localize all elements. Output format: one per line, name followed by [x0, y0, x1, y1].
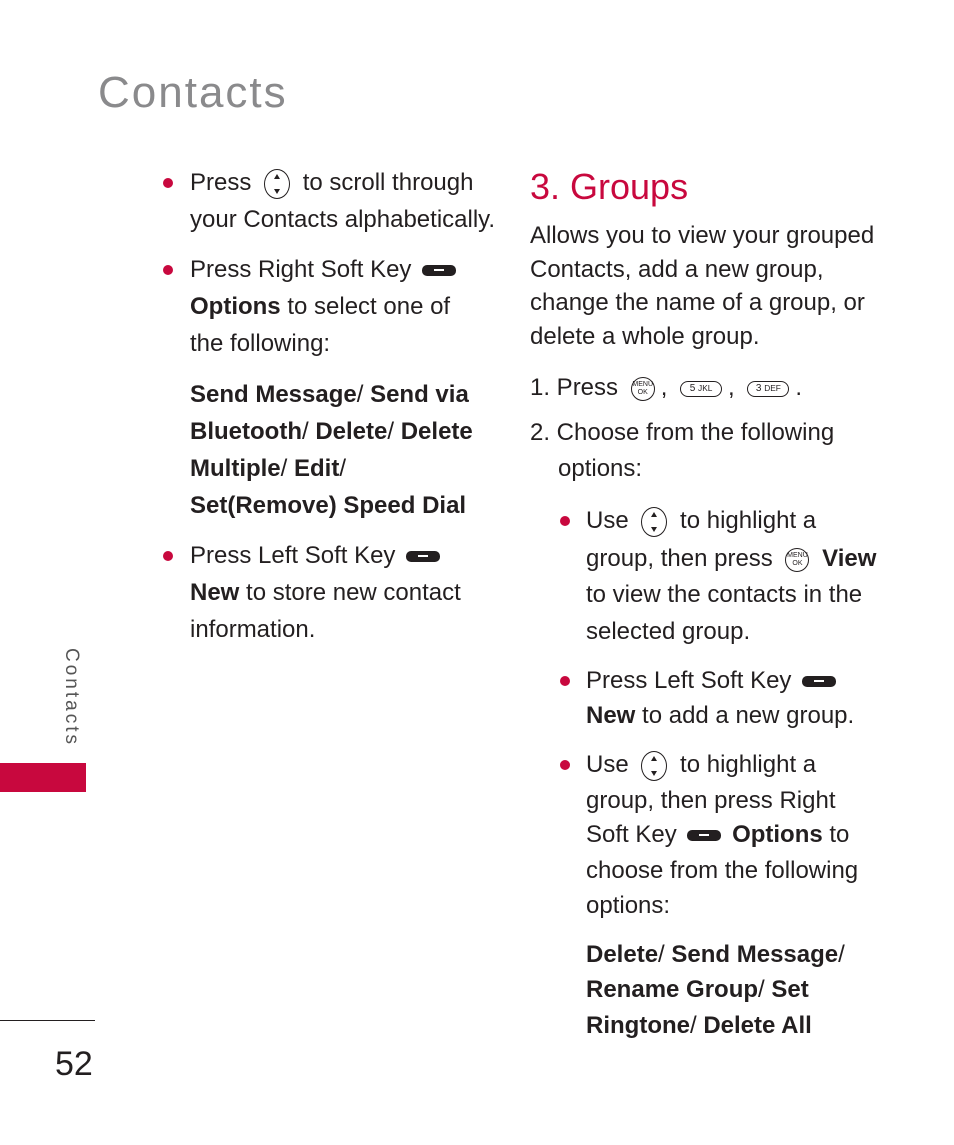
key-3-icon: 3 DEF	[747, 381, 789, 397]
option: Send Message	[190, 381, 357, 408]
separator: /	[339, 455, 346, 482]
navigation-key-icon	[641, 507, 667, 537]
option: Set	[771, 976, 809, 1003]
text: to add a new group.	[642, 702, 855, 729]
option: Delete All	[703, 1012, 812, 1039]
text: to highlight a	[680, 507, 817, 534]
text: Press	[190, 169, 252, 196]
sub-1-line-1	[586, 506, 816, 537]
key-5-icon: 5 JKL	[680, 381, 722, 397]
text: .	[795, 374, 803, 401]
sub-1-line-2	[586, 544, 876, 574]
options-line-2	[190, 417, 473, 447]
sub-1-line-3: to view the contacts in the	[586, 581, 863, 608]
new-label: New	[190, 579, 240, 606]
left-soft-key-icon	[406, 551, 440, 562]
right-soft-key-icon	[687, 830, 721, 841]
separator: /	[758, 976, 772, 1003]
intro-line-3: change the name of a group, or	[530, 289, 865, 316]
text: Use	[586, 751, 629, 778]
sub-2-line-1	[586, 666, 840, 696]
bullet-1-line-2: your Contacts alphabetically.	[190, 206, 496, 233]
bullet-3-line-1	[190, 541, 444, 571]
option: Bluetooth	[190, 418, 302, 445]
step-2-line-2: options:	[558, 455, 643, 482]
sub-3-line-2: group, then press Right	[586, 787, 836, 814]
text: 1. Press	[530, 374, 619, 401]
group-options-line-3	[586, 1011, 812, 1041]
navigation-key-icon	[264, 169, 290, 199]
separator: /	[387, 418, 401, 445]
text: ,	[660, 374, 668, 401]
step-2-line-1: 2. Choose from the following	[530, 419, 835, 446]
bullet-2-line-3: the following:	[190, 330, 331, 357]
bullet-1-line-1	[190, 168, 473, 199]
group-options-line-2	[586, 975, 809, 1005]
group-options-line-1	[586, 940, 845, 970]
options-line-1	[190, 380, 469, 410]
separator: /	[689, 1012, 704, 1039]
text: to highlight a	[680, 751, 817, 778]
option: Edit	[294, 455, 340, 482]
intro-line-2: Contacts, add a new group,	[530, 256, 824, 283]
text: Press Left Soft Key	[190, 542, 396, 569]
options-line-4: Set(Remove) Speed Dial	[190, 492, 467, 519]
separator: /	[658, 941, 672, 968]
step-1	[530, 373, 802, 403]
separator: /	[301, 418, 316, 445]
menu-ok-key-icon: MENU OK	[631, 377, 655, 401]
bullet-2-line-2	[190, 292, 450, 322]
text: Soft Key	[586, 821, 677, 848]
option: Send via	[370, 381, 469, 408]
text: to scroll through	[302, 169, 474, 196]
options-label: Options	[732, 821, 823, 848]
sub-2-line-2	[586, 701, 854, 731]
bullet	[163, 551, 173, 561]
options-label: Options	[190, 293, 281, 320]
menu-ok-key-icon: MENU OK	[785, 548, 809, 572]
left-soft-key-icon	[802, 676, 836, 687]
option: Rename Group	[586, 976, 759, 1003]
side-section-label: Contacts	[61, 648, 82, 747]
separator: /	[356, 381, 371, 408]
bullet	[560, 516, 570, 526]
bullet	[560, 676, 570, 686]
option: Multiple	[190, 455, 281, 482]
page-number: 52	[55, 1045, 93, 1083]
page-title: Contacts	[98, 68, 288, 117]
options-line-3	[190, 454, 346, 484]
option: Delete	[586, 941, 659, 968]
sub-3-line-1	[586, 750, 816, 781]
option: Delete	[400, 418, 473, 445]
intro-line-1: Allows you to view your grouped	[530, 222, 875, 249]
separator: /	[280, 455, 294, 482]
bullet	[163, 265, 173, 275]
section-tab-marker	[0, 763, 86, 792]
sub-1-line-4: selected group.	[586, 618, 751, 645]
view-label: View	[822, 545, 877, 572]
right-soft-key-icon	[422, 265, 456, 276]
text: Press Right Soft Key	[190, 256, 412, 283]
navigation-key-icon	[641, 751, 667, 781]
bullet-2-line-1	[190, 255, 460, 285]
text: Press Left Soft Key	[586, 667, 792, 694]
option: Ringtone	[586, 1012, 690, 1039]
sub-3-line-4: choose from the following	[586, 857, 859, 884]
sub-3-line-3	[586, 820, 849, 850]
bullet-3-line-2	[190, 578, 461, 608]
bullet	[163, 178, 173, 188]
text: to select one of	[287, 293, 451, 320]
text: to store new contact	[246, 579, 461, 606]
new-label: New	[586, 702, 636, 729]
text: to	[829, 821, 850, 848]
bullet-3-line-3: information.	[190, 616, 316, 643]
text: group, then press	[586, 545, 773, 572]
intro-line-4: delete a whole group.	[530, 323, 760, 350]
text: ,	[728, 374, 735, 401]
sub-3-line-5: options:	[586, 892, 671, 919]
section-heading: 3. Groups	[530, 166, 689, 207]
footer-divider	[0, 1020, 95, 1021]
separator: /	[838, 941, 845, 968]
bullet	[560, 760, 570, 770]
option: Delete	[315, 418, 388, 445]
option: Send Message	[671, 941, 839, 968]
text: Use	[586, 507, 629, 534]
